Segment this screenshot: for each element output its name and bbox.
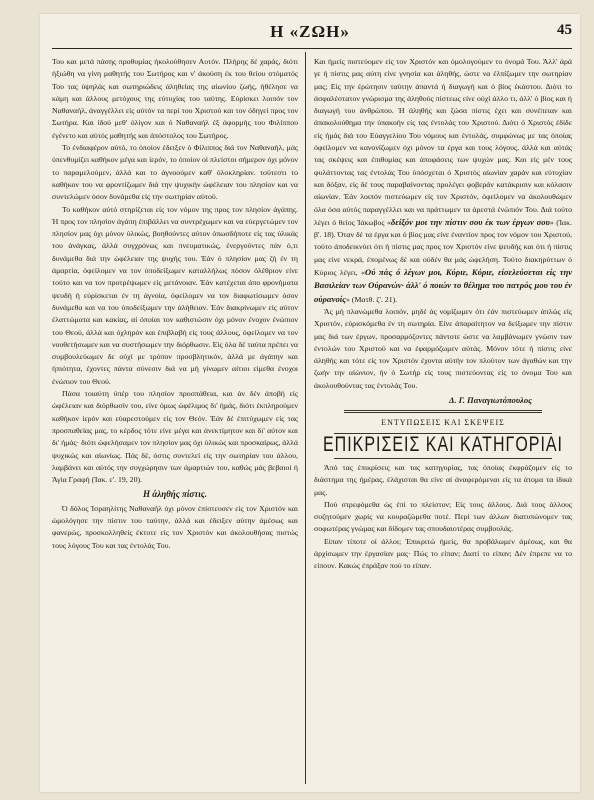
author-signature: Δ. Γ. Παναγιωτόπουλος [448,395,532,406]
scripture-quote: Ού πάς ό λέγων μοι, Κύριε, Κύριε, είσελεύσεται είς την Βασιλείαν των Ούρανών· άλλ' ό ποιών το θέλημα του πατρός μου του έν ούρανοίς [314,267,573,304]
right-paragraph: Άπό τας έπικρίσεις και τας κατηγορίας, τας όποίας έκφράζομεν είς το διάστημα της ήμέρας, έλάχισται θα είνε αί άναφερόμεναι είς τα άτομα τα ίδικά μας. [314,462,572,497]
newspaper-page [40,14,580,792]
scripture-quote: δείξόν μοι την πίστιν σου έκ των έργων σου [390,216,550,227]
title-rule [334,458,552,459]
section-divider [344,410,542,413]
right-paragraph [314,56,572,306]
header-rule [52,48,572,49]
left-paragraph: Το ένδιαφέρον αύτό, το όποίον έδειξεν ό Φίλιππος διά τον Ναθαναήλ, μάς ύπενθυμίζει καθήκον μέγα και ίερόν, το όποίον οί πλείστοι σήμερον όχι μόνον το παραμελούμεν, άλλά και το άγνοούμεν καθ' όλοκληρίαν. τούτεστι το καθήκον του να φροντίζωμεν διά την ψυχικήν ώφέλειαν του πλησίον και να συντελώμεν όσον δυνάμεθα είς την σωτηρίαν αύτού. [52,143,298,202]
left-paragraph: Το καθήκον αύτό στηρίζεται είς τον νόμον της προς τον πλησίον άγάπης. Ή προς τον πλησίον άγάπη έπιβάλλει να συντρέχωμεν και να εύεργετώμεν τον πλησίον μας όχι μόνον ύλικώς, βοηθούντες αύτον όπωσδήποτε είς τας ύλικάς του άνάγκας, άλλά συγχρόνως και πνευματικώς, ένεργούντες πάν ό,τι δυνάμεθα διά την ώφέλειαν της ψυχής του. Έάν ό πλησίον μας ζή έν τη άμαρτία, όφείλομεν να τον ύποδείξωμεν καταλλήλως πόσον όλέθριον είνε τούτο και να τον προτρέψωμεν είς μετάνοιαν. Έάν κατέχεται άπο φρονήματα ψευδή ή εύρίσκεται έν τη άγνοία, όφείλομεν να τον διαφωτίσωμεν όσον δυνάμεθα και να του ύποδείξωμεν την άλήθειαν. Έάν διακρίνωμεν είς αύτον έλαττώματα και κακίας, αί όποίαι τον καθιστώσιν όχι μόνον ένοχον ένώπιον του Θεού, άλλά και όχληρόν και έπιβλαβή είς τους άλλους, όφείλομεν να τον νουθετήσωμεν και να συστήσωμεν την διόρθωσιν. Είς όλα δέ ταύτα πρέπει να συμβουλεύωμεν δε ούχί με τρόπον προσβλητικόν, άλλά με άγάπην και ήπιότητα, έχοντες πάντα σύνεσιν διά να μή γίνωμεν αίτιοι είμεθα ένοχοι ένώπιον του Θεού. [52,204,298,386]
right-paragraph: Πού στρεφόμεθα ώς έπί το πλείστον; Είς τους άλλους. Διά τους άλλους συζητούμεν χωρίς να κουραζώμεθα ποτέ. Περί των άλλων διατυπώνομεν τας σοφωτέρας γνώμας και δίδομεν τας σπουδαιοτέρας συμβουλάς. [314,499,572,534]
left-paragraph: Πάσα τοιαύτη ύπέρ του πλησίον προσπάθεια, και άν δέν άποβή είς ώφέλειαν και διόρθωσίν του, είνε όμως ώφέλιμος δι' ήμάς, διότι έκπληρούμεν καθήκον ίερόν και εύαρεστούμεν είς τον Θεόν. Έάν δέ έπιτύχωμεν είς τας προσπαθείας μας, το κέρδος τότε είνε μέγα και άνεκτίμητον και δι' αύτον και δι' ήμάς· διότι ώφελήσαμεν τον πλησίον μας όχι ύλικώς και προσκαίρως, άλλά ψυχικώς και αίωνίως. Πάς δέ, όστις συντελεί είς την σωτηρίαν του άλλου, λαμβάνει και αύτός την συγχώρησιν των άμαρτιών του, καθώς μάς βεβαιοί ή Άγία Γραφή (Ίακ. ε'. 19, 20). [52,389,298,485]
section-heading: Η άληθής πίστις. [142,489,208,500]
page-header [40,14,580,54]
left-paragraph: Ό δόλος Ίσραηλίτης Ναθαναήλ όχι μόνον έπίστευσεν είς τον Χριστόν και ώμολόγησε την πίστιν του ταύτην, άλλά και έδειξεν αύτην άμέσως και φανερώς, προσκολληθείς έκτοτε είς τον Χριστόν και άκολουθήσας πιστώς τους λόγους Του και τας έντολάς Του. [52,503,298,550]
column-subheading: ΕΝΤΥΠΩΣΕΙΣ ΚΑΙ ΣΚΕΨΕΙΣ [381,418,505,428]
left-column [52,56,298,552]
paragraph-text: » (Ίακ. β'. 18). Όταν δέ τα έργα και ό βίος μας είνε έναντίον προς τον νόμον του Χριστού, τούτο άποδεικνύει ότι ή πίστις μας προς τον Χριστόν είνε ψευδής και ότι ή πίστις μας είνε νεκρά, έπομένως δέ και ούδέν θα μάς ώφελήση. Τούτο διακηρύττων ό Κύριος λέγει, « [314,217,572,278]
article-title: ΕΠΙΚΡΙΣΕΙΣ ΚΑΙ ΚΑΤΗΓΟΡΙΑΙ [322,433,563,456]
right-paragraph: Άς μή πλανώμεθα λοιπόν, μηδέ άς νομίζωμεν ότι έάν πιστεύωμεν άπλώς είς Χριστόν, εύρισκόμεθα έν τη σωτηρία. Είνε άπαραίτητον να δείξωμεν την πίστιν μας διά των έργων, προσαρμόζοντες πάντοτε ώστε να λαμβάνωμεν γνώσιν των έντολών του Χριστού και να έφαρμόζωμεν αύτάς. Μόνον τότε ή πίστις είνε άληθής και τότε είς τον Χριστόν έχοντα αύτήν τον πλούτον των άγαθών και την ζωήν την αίώνιον, ήν ό Σωτήρ είς τους πιστεύοντας είς το όνομα Του και άκολουθούντας τας έντολάς Του. [314,306,572,390]
paragraph-text: Και ήμείς πιστεύομεν είς τον Χριστόν και όμολογούμεν το όνομά Του. Άλλ' άρά γε ή πίστις μας αύτη είνε γνησία και άληθής, ώστε να έλπίζωμεν την σωτηρίαν μας; Είς την έρώτησιν ταύτην άπαντά ή διαγωγή και ό βίος έκάστου. Διότι το άσφαλέστατον γνώρισμα της άληθούς πίστεως είνε ούχί άλλο τι, άλλ' ό βίος και ή διαγωγή του άνθρώπου. Ή άληθής και ζώσα πίστις έχει και συνέπειαν και άπακολούθημα την ύπακοήν είς τας έντολάς του Χριστού. Διότι ό Χριστός έδίδε είς ήμάς διά του Εύαγγελίου Του νόμους και έντολάς, συμφώνως με τας όποίας όφείλομεν να κανονίζωμεν όχι μόνον τα έργα και τους λόγους, άλλά και αύτάς τας σκέψεις και έπιθυμίας και άποφάσεις των ψυχών μας. Και είς μέν τους φυλάττοντας τας έντολάς Του ύπόσχεται ό Χριστός αίωνίαν χαράν και εύτυχίαν και δόξαν, είς δέ τους παραβαίνοντας προλέγει φοβεράν κατάκρισιν και κόλασιν αίωνίαν. Έάν λοιπόν πιστεύωμεν είς τον Χριστόν, όφείλομεν να άκολουθώμεν όλα όσα αύτός παραγγέλλει και να πράττωμεν τα άρεστά ένώπιόν Του. Διά τούτο λέγει ό θείος Ίάκωβος « [314,57,572,227]
page-number: 45 [557,22,572,38]
publication-title: Η «ΖΩΗ» [270,22,350,41]
left-paragraph: Του και μετά πάσης προθυμίας ήκολούθησεν Αυτόν. Πλήρης δέ χαράς, διότι ήξιώθη να γίνη μαθητής του Σωτήρος και ν' άκούση έκ του θείου στόματός Του τας ύψηλάς και σωτηριώδεις άληθείας της αίωνίου ζωής, ήθέλησε να κάμη και άλλους μετόχους της εύτυχίας του ταύτης. Εύρίσκει λοιπόν τον Ναθαναήλ, άναγγέλλει είς αύτόν τα περί του Χριστού και τον όδηγεί προς τον Σωτήρα. Και ίδού μεθ' όλίγον και ό Ναθαναήλ έξ άφορμής του Φιλίππου έγένετο και αύτός μαθητής και άπόστολος του Σωτήρος. [52,57,298,140]
right-column [314,56,572,573]
column-divider [305,52,306,784]
paragraph-text: » (Ματθ. ζ'. 21). [346,294,398,304]
right-paragraph: Είπαν τίποτε οί άλλοι; Έπικριτώ ήμείς, θα προβάλωμεν άμέσως, και θα άρχίσωμεν την έργασίαν μας· Πώς το είπαν; Διατί το είπαν; Δέν έπρεπε να το είπουν. Κακώς έπράξαν πού το είπαν. [314,536,572,571]
